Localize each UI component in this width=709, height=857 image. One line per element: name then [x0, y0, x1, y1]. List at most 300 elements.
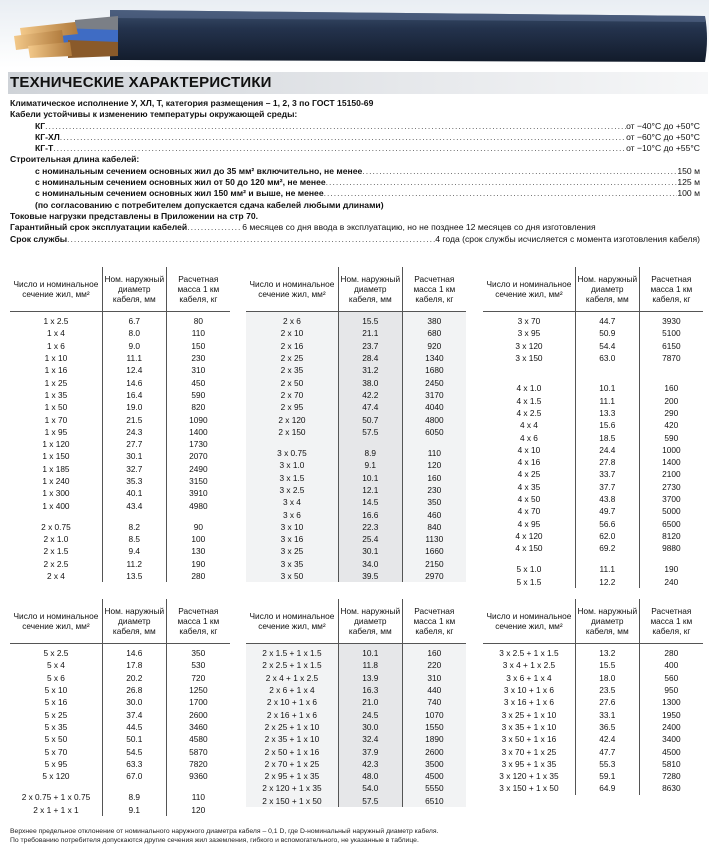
- column-header: Число и номинальное сечение жил, мм²: [10, 267, 102, 312]
- mass-cell: 4500: [402, 770, 466, 782]
- table-row: [483, 312, 703, 328]
- mass-cell: 3460: [166, 721, 230, 733]
- column-header: Расчетная масса 1 км кабеля, кг: [166, 267, 230, 312]
- mass-cell: 6500: [639, 517, 703, 529]
- outer-diameter-cell: 67.0: [102, 770, 166, 782]
- cores-section-cell: 5 x 1.5: [516, 576, 542, 587]
- table-row: [483, 659, 703, 671]
- table-row: [10, 745, 230, 757]
- outer-diameter-cell: 42.4: [575, 733, 639, 745]
- outer-diameter-cell: 6.7: [102, 312, 166, 328]
- mass-cell: 3150: [166, 475, 230, 487]
- mass-cell: 400: [639, 659, 703, 671]
- length-row: с номинальным сечением основных жил 150 мм² и выше, не менее ..... 100 м: [10, 188, 700, 199]
- column-header: Число и номинальное сечение жил, мм²: [483, 599, 575, 644]
- outer-diameter-cell: 18.0: [575, 672, 639, 684]
- column-header: Число и номинальное сечение жил, мм²: [246, 267, 338, 312]
- table-row: [10, 672, 230, 684]
- cores-section-cell: 1 x 120: [42, 439, 70, 450]
- table-row: [246, 327, 466, 339]
- mass-cell: 1400: [639, 456, 703, 468]
- table-row: [246, 659, 466, 671]
- outer-diameter-cell: 15.6: [575, 419, 639, 431]
- outer-diameter-cell: 32.4: [338, 733, 402, 745]
- cable-table: [483, 267, 703, 588]
- cores-section-cell: 2 x 10: [246, 327, 338, 339]
- cores-section-cell: 2 x 120: [246, 413, 338, 425]
- cores-section-cell: 4 x 35: [517, 481, 541, 492]
- cores-section-cell: 2 x 0.75: [41, 521, 71, 532]
- outer-diameter-cell: 57.5: [338, 795, 402, 807]
- table-row: [483, 505, 703, 517]
- outer-diameter-cell: 8.9: [338, 447, 402, 459]
- cores-section-cell: 4 x 1.0: [516, 383, 542, 394]
- mass-cell: 6150: [639, 340, 703, 352]
- mass-cell: 230: [402, 484, 466, 496]
- table-row: [483, 456, 703, 468]
- cores-section-cell: 3 x 2.5: [246, 484, 338, 496]
- cores-section-cell: 2 x 70 + 1 x 25: [246, 758, 338, 770]
- table-row: [246, 484, 466, 496]
- outer-diameter-cell: 11.1: [102, 352, 166, 364]
- cores-section-cell: 2 x 120 + 1 x 35: [246, 782, 338, 794]
- mass-cell: 4500: [639, 745, 703, 757]
- cores-section-cell: 2 x 50 + 1 x 16: [246, 745, 338, 757]
- table-row: [246, 340, 466, 352]
- cores-section-cell: 5 x 4: [46, 660, 65, 671]
- mass-cell: 120: [166, 804, 230, 816]
- table-row: [10, 570, 230, 582]
- table-row: [246, 696, 466, 708]
- mass-cell: 1890: [402, 733, 466, 745]
- cores-section-cell: 3 x 6: [246, 508, 338, 520]
- outer-diameter-cell: 48.0: [338, 770, 402, 782]
- outer-diameter-cell: 11.1: [575, 394, 639, 406]
- cores-section-cell: 3 x 50 + 1 x 16: [501, 734, 557, 745]
- cores-section-cell: 3 x 150: [515, 353, 543, 364]
- cores-section-cell: 2 x 35: [246, 364, 338, 376]
- outer-diameter-cell: 27.6: [575, 696, 639, 708]
- mass-cell: 100: [166, 533, 230, 545]
- mass-cell: 590: [166, 389, 230, 401]
- table-row: [10, 558, 230, 570]
- mass-cell: 5870: [166, 745, 230, 757]
- temp-row: КГ-Т ..... от −10°С до +55°С: [10, 143, 700, 154]
- mass-cell: 5000: [639, 505, 703, 517]
- cable-photo: [0, 0, 709, 68]
- cores-section-cell: 1 x 2.5: [43, 316, 69, 327]
- mass-cell: 110: [402, 447, 466, 459]
- mass-cell: 230: [166, 352, 230, 364]
- table-row: [10, 487, 230, 499]
- outer-diameter-cell: 11.8: [338, 659, 402, 671]
- length-note: (по согласованию с потребителем допускается сдача кабелей любыми длинами): [35, 199, 384, 210]
- climate-line: Климатическое исполнение У, ХЛ, Т, категория размещения – 1, 2, 3 по ГОСТ 15150-69: [10, 98, 374, 108]
- cores-section-cell: 3 x 95: [517, 328, 541, 339]
- cores-section-cell: 3 x 16: [246, 533, 338, 545]
- cores-section-cell: 2 x 4: [46, 571, 65, 582]
- outer-diameter-cell: 16.3: [338, 684, 402, 696]
- mass-cell: 1550: [402, 721, 466, 733]
- mass-cell: 3500: [402, 758, 466, 770]
- table-row: [246, 413, 466, 425]
- mass-cell: 1700: [166, 696, 230, 708]
- table-spacer-row: [483, 554, 703, 563]
- outer-diameter-cell: 42.2: [338, 389, 402, 401]
- outer-diameter-cell: 40.1: [102, 487, 166, 499]
- table-row: [483, 493, 703, 505]
- mass-cell: 2100: [639, 468, 703, 480]
- specifications: [10, 98, 700, 245]
- mass-cell: [639, 554, 703, 563]
- table-row: [10, 426, 230, 438]
- outer-diameter-cell: 24.5: [338, 708, 402, 720]
- column-header: Ном. наружный диаметр кабеля, мм: [338, 599, 402, 644]
- table-row: [246, 521, 466, 533]
- outer-diameter-cell: 24.4: [575, 444, 639, 456]
- mass-cell: 1130: [402, 533, 466, 545]
- mass-cell: 1400: [166, 426, 230, 438]
- mass-cell: 2150: [402, 558, 466, 570]
- outer-diameter-cell: 17.8: [102, 659, 166, 671]
- outer-diameter-cell: 30.1: [338, 545, 402, 557]
- outer-diameter-cell: 8.2: [102, 521, 166, 533]
- cores-section-cell: 2 x 2.5: [43, 558, 69, 569]
- table-row: [246, 508, 466, 520]
- table-row: [483, 517, 703, 529]
- table-row: [246, 459, 466, 471]
- outer-diameter-cell: 13.5: [102, 570, 166, 582]
- outer-diameter-cell: 23.7: [338, 340, 402, 352]
- outer-diameter-cell: 37.7: [575, 481, 639, 493]
- life-row: Срок службы ..... 4 года (срок службы исчисляется с момента изготовления кабеля): [10, 234, 700, 245]
- outer-diameter-cell: 8.0: [102, 327, 166, 339]
- cores-section-cell: [483, 554, 575, 563]
- outer-diameter-cell: 19.0: [102, 401, 166, 413]
- mass-cell: 2970: [402, 570, 466, 582]
- table-row: [246, 401, 466, 413]
- outer-diameter-cell: 35.3: [102, 475, 166, 487]
- table-row: [10, 364, 230, 376]
- table-row: [246, 364, 466, 376]
- mass-cell: 1300: [639, 696, 703, 708]
- mass-cell: 740: [402, 696, 466, 708]
- outer-diameter-cell: 9.1: [338, 459, 402, 471]
- mass-cell: 450: [166, 376, 230, 388]
- mass-cell: [639, 364, 703, 373]
- cores-section-cell: 2 x 16: [246, 340, 338, 352]
- cores-section-cell: 4 x 95: [517, 518, 541, 529]
- table-spacer-row: [246, 438, 466, 447]
- outer-diameter-cell: 20.2: [102, 672, 166, 684]
- mass-cell: 1680: [402, 364, 466, 376]
- cores-section-cell: 1 x 25: [44, 377, 68, 388]
- cores-section-cell: 3 x 16 + 1 x 6: [503, 697, 554, 708]
- mass-cell: 110: [166, 791, 230, 803]
- column-header: Расчетная масса 1 км кабеля, кг: [166, 599, 230, 644]
- mass-cell: [166, 512, 230, 521]
- cores-section-cell: 2 x 50: [246, 376, 338, 388]
- cores-section-cell: 2 x 2.5 + 1 x 1.5: [246, 659, 338, 671]
- table-row: [483, 444, 703, 456]
- outer-diameter-cell: 22.3: [338, 521, 402, 533]
- outer-diameter-cell: 8.9: [102, 791, 166, 803]
- outer-diameter-cell: 38.0: [338, 376, 402, 388]
- page-title: ТЕХНИЧЕСКИЕ ХАРАКТЕРИСТИКИ: [8, 72, 708, 94]
- temp-row: КГ ..... от −40°С до +50°С: [10, 121, 700, 132]
- table-row: [10, 499, 230, 511]
- cores-section-cell: 1 x 16: [44, 365, 68, 376]
- mass-cell: 200: [639, 394, 703, 406]
- cores-section-cell: [246, 438, 338, 447]
- cores-section-cell: 5 x 50: [44, 734, 68, 745]
- outer-diameter-cell: 54.5: [102, 745, 166, 757]
- outer-diameter-cell: 13.3: [575, 407, 639, 419]
- mass-cell: 3930: [639, 312, 703, 328]
- cores-section-cell: 2 x 0.75 + 1 x 0.75: [21, 792, 91, 803]
- table-row: [483, 407, 703, 419]
- outer-diameter-cell: 28.4: [338, 352, 402, 364]
- outer-diameter-cell: 12.1: [338, 484, 402, 496]
- cores-section-cell: 3 x 1.5: [246, 472, 338, 484]
- cores-section-cell: 2 x 1.5 + 1 x 1.5: [246, 644, 338, 660]
- outer-diameter-cell: 42.3: [338, 758, 402, 770]
- mass-cell: 3170: [402, 389, 466, 401]
- column-header: Расчетная масса 1 км кабеля, кг: [402, 267, 466, 312]
- table-row: [10, 533, 230, 545]
- cores-section-cell: 5 x 6: [46, 672, 65, 683]
- cable-table: [10, 267, 230, 582]
- outer-diameter-cell: 15.5: [338, 312, 402, 328]
- outer-diameter-cell: 31.2: [338, 364, 402, 376]
- mass-cell: 80: [166, 312, 230, 328]
- mass-cell: 3700: [639, 493, 703, 505]
- cores-section-cell: 2 x 6: [246, 312, 338, 328]
- outer-diameter-cell: 14.6: [102, 376, 166, 388]
- table-row: [483, 576, 703, 588]
- cores-section-cell: 1 x 185: [42, 463, 70, 474]
- mass-cell: 2730: [639, 481, 703, 493]
- cores-section-cell: 4 x 70: [517, 506, 541, 517]
- table-row: [10, 659, 230, 671]
- cores-section-cell: 4 x 2.5: [516, 407, 542, 418]
- table-row: [246, 745, 466, 757]
- table-row: [246, 721, 466, 733]
- mass-cell: 310: [166, 364, 230, 376]
- mass-cell: 1660: [402, 545, 466, 557]
- outer-diameter-cell: 16.6: [338, 508, 402, 520]
- outer-diameter-cell: [575, 554, 639, 563]
- outer-diameter-cell: 11.2: [102, 558, 166, 570]
- table-row: [246, 733, 466, 745]
- table-row: [483, 758, 703, 770]
- cores-section-cell: 4 x 16: [517, 457, 541, 468]
- cores-section-cell: 5 x 95: [44, 758, 68, 769]
- table-row: [246, 758, 466, 770]
- cores-section-cell: 2 x 4 + 1 x 2.5: [246, 672, 338, 684]
- cores-section-cell: 3 x 4: [246, 496, 338, 508]
- column-header: Расчетная масса 1 км кабеля, кг: [639, 267, 703, 312]
- cores-section-cell: 5 x 35: [44, 721, 68, 732]
- cores-section-cell: [483, 364, 575, 373]
- cores-section-cell: 5 x 16: [44, 697, 68, 708]
- table-row: [483, 530, 703, 542]
- cores-section-cell: 2 x 1 + 1 x 1: [33, 804, 79, 815]
- cores-section-cell: 4 x 150: [515, 543, 543, 554]
- mass-cell: 5550: [402, 782, 466, 794]
- outer-diameter-cell: 69.2: [575, 542, 639, 554]
- mass-cell: 7870: [639, 352, 703, 364]
- outer-diameter-cell: 25.4: [338, 533, 402, 545]
- cores-section-cell: 2 x 150 + 1 x 50: [246, 795, 338, 807]
- table-row: [10, 340, 230, 352]
- mass-cell: 190: [166, 558, 230, 570]
- outer-diameter-cell: 27.7: [102, 438, 166, 450]
- cores-section-cell: [483, 373, 575, 382]
- cores-section-cell: 1 x 240: [42, 476, 70, 486]
- mass-cell: 2490: [166, 463, 230, 475]
- cores-section-cell: 3 x 2.5 + 1 x 1.5: [499, 648, 559, 659]
- mass-cell: 1000: [639, 444, 703, 456]
- table-row: [10, 389, 230, 401]
- outer-diameter-cell: 9.4: [102, 545, 166, 557]
- outer-diameter-cell: 50.1: [102, 733, 166, 745]
- outer-diameter-cell: 33.1: [575, 708, 639, 720]
- mass-cell: 350: [402, 496, 466, 508]
- table-row: [10, 791, 230, 803]
- mass-cell: 2070: [166, 450, 230, 462]
- outer-diameter-cell: 34.0: [338, 558, 402, 570]
- outer-diameter-cell: [338, 438, 402, 447]
- mass-cell: 530: [166, 659, 230, 671]
- outer-diameter-cell: 18.5: [575, 431, 639, 443]
- mass-cell: 130: [166, 545, 230, 557]
- table-header-row: [483, 267, 703, 312]
- outer-diameter-cell: 50.7: [338, 413, 402, 425]
- table-row: [483, 782, 703, 794]
- column-header: Ном. наружный диаметр кабеля, мм: [102, 267, 166, 312]
- table-row: [10, 644, 230, 660]
- mass-cell: 280: [166, 570, 230, 582]
- cores-section-cell: 5 x 70: [44, 746, 68, 757]
- table-row: [483, 394, 703, 406]
- mass-cell: 350: [166, 644, 230, 660]
- column-header: Расчетная масса 1 км кабеля, кг: [402, 599, 466, 644]
- outer-diameter-cell: 55.3: [575, 758, 639, 770]
- table-spacer-row: [10, 512, 230, 521]
- outer-diameter-cell: 43.4: [102, 499, 166, 511]
- table-row: [246, 672, 466, 684]
- table-header-row: [10, 267, 230, 312]
- mass-cell: 5100: [639, 327, 703, 339]
- table-row: [483, 419, 703, 431]
- table-row: [483, 382, 703, 394]
- table-row: [246, 570, 466, 582]
- mass-cell: 90: [166, 521, 230, 533]
- table-row: [246, 684, 466, 696]
- mass-cell: 9360: [166, 770, 230, 782]
- mass-cell: 2450: [402, 376, 466, 388]
- outer-diameter-cell: 37.9: [338, 745, 402, 757]
- outer-diameter-cell: 62.0: [575, 530, 639, 542]
- mass-cell: 680: [402, 327, 466, 339]
- mass-cell: 460: [402, 508, 466, 520]
- cores-section-cell: 4 x 10: [517, 444, 541, 455]
- outer-diameter-cell: 54.0: [338, 782, 402, 794]
- cores-section-cell: 5 x 25: [44, 709, 68, 720]
- mass-cell: 5810: [639, 758, 703, 770]
- cores-section-cell: 5 x 120: [42, 771, 70, 782]
- outer-diameter-cell: [102, 782, 166, 791]
- table-row: [246, 447, 466, 459]
- cores-section-cell: 1 x 6: [46, 340, 65, 351]
- table-row: [246, 312, 466, 328]
- table-row: [246, 782, 466, 794]
- cores-section-cell: 1 x 10: [44, 353, 68, 364]
- outer-diameter-cell: 26.8: [102, 684, 166, 696]
- cores-section-cell: 5 x 10: [44, 685, 68, 696]
- table-row: [246, 352, 466, 364]
- table-row: [10, 721, 230, 733]
- table-row: [10, 684, 230, 696]
- table-header-row: [246, 267, 466, 312]
- column-header: Ном. наружный диаметр кабеля, мм: [338, 267, 402, 312]
- cores-section-cell: 3 x 95 + 1 x 35: [501, 758, 557, 769]
- table-row: [246, 496, 466, 508]
- table-row: [483, 721, 703, 733]
- cores-section-cell: 5 x 2.5: [43, 648, 69, 659]
- cores-section-cell: 2 x 150: [246, 426, 338, 438]
- loads-line: Токовые нагрузки представлены в Приложении на стр 70.: [10, 210, 259, 221]
- temp-row: КГ-ХЛ ..... от −60°С до +50°С: [10, 132, 700, 143]
- cable-table: [246, 599, 466, 807]
- mass-cell: 240: [639, 576, 703, 588]
- cores-section-cell: 2 x 1.5: [43, 546, 69, 557]
- table-row: [483, 431, 703, 443]
- table-row: [10, 352, 230, 364]
- length-intro: Строительная длина кабелей:: [10, 154, 140, 165]
- table-row: [483, 644, 703, 660]
- mass-cell: 2400: [639, 721, 703, 733]
- mass-cell: 590: [639, 431, 703, 443]
- outer-diameter-cell: 59.1: [575, 770, 639, 782]
- outer-diameter-cell: 11.1: [575, 563, 639, 575]
- outer-diameter-cell: 33.7: [575, 468, 639, 480]
- mass-cell: 120: [402, 459, 466, 471]
- mass-cell: 560: [639, 672, 703, 684]
- cores-section-cell: 4 x 120: [515, 530, 543, 541]
- cores-section-cell: 3 x 25: [246, 545, 338, 557]
- column-header: Число и номинальное сечение жил, мм²: [483, 267, 575, 312]
- mass-cell: 7820: [166, 758, 230, 770]
- mass-cell: 950: [639, 684, 703, 696]
- cores-section-cell: 3 x 150 + 1 x 50: [499, 783, 559, 794]
- table-row: [10, 312, 230, 328]
- table-row: [246, 795, 466, 807]
- outer-diameter-cell: 16.4: [102, 389, 166, 401]
- mass-cell: 1950: [639, 708, 703, 720]
- outer-diameter-cell: 50.9: [575, 327, 639, 339]
- length-row: с номинальным сечением основных жил от 50 до 120 мм², не менее ..... 125 м: [10, 177, 700, 188]
- table-row: [10, 770, 230, 782]
- table-row: [10, 708, 230, 720]
- outer-diameter-cell: 14.5: [338, 496, 402, 508]
- cores-section-cell: 4 x 50: [517, 494, 541, 504]
- column-header: Расчетная масса 1 км кабеля, кг: [639, 599, 703, 644]
- mass-cell: [402, 438, 466, 447]
- table-row: [10, 804, 230, 816]
- column-header: Ном. наружный диаметр кабеля, мм: [575, 599, 639, 644]
